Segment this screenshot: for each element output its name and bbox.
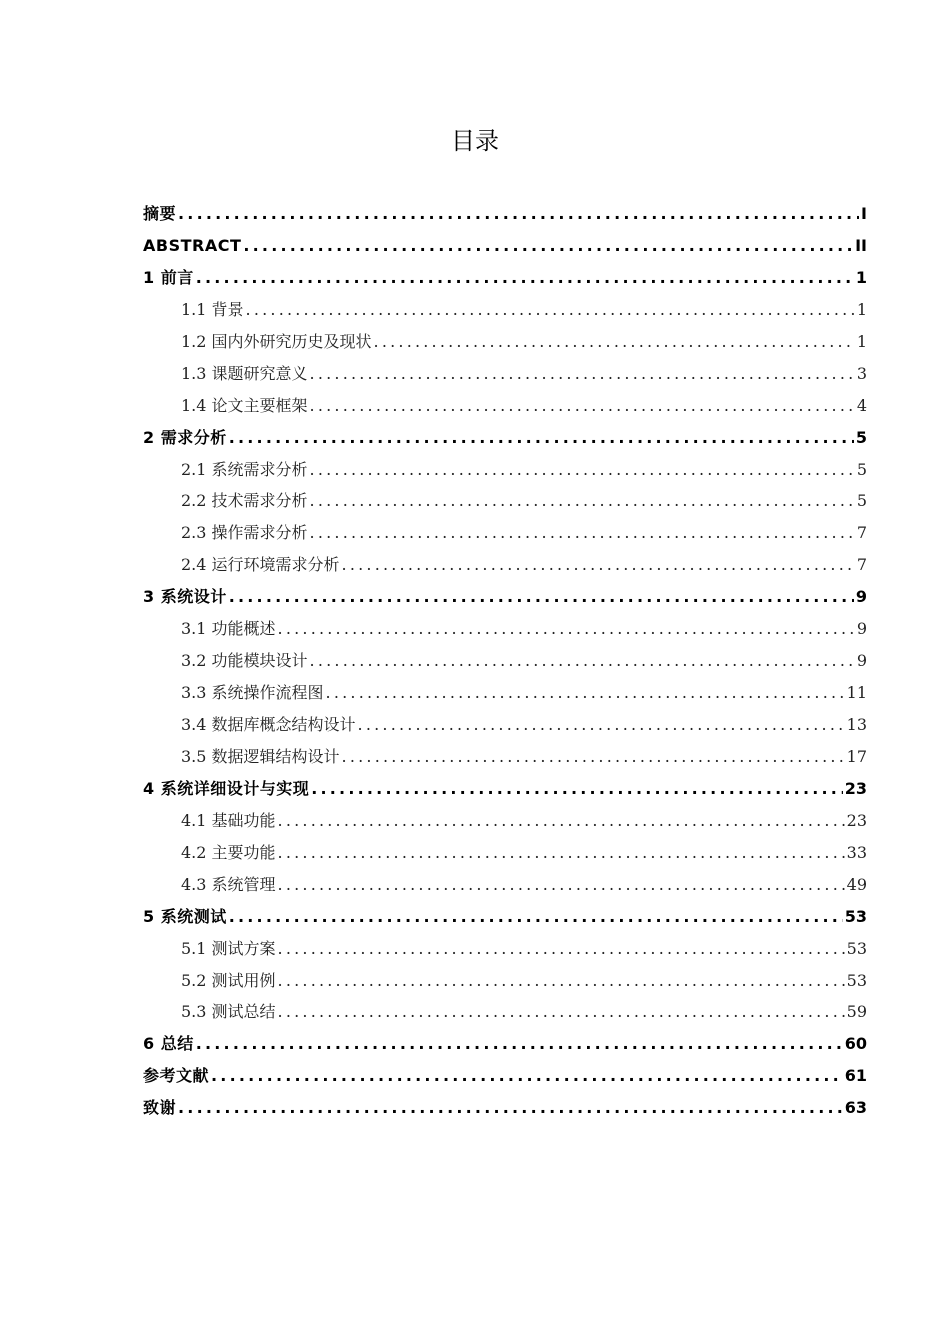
toc-entry-title: 1 前言 xyxy=(143,267,194,287)
toc-section-entry[interactable] xyxy=(143,645,867,677)
toc-page-number: 13 xyxy=(846,715,867,734)
toc-page-number: 5 xyxy=(855,427,867,447)
toc-dot-leader xyxy=(311,773,843,805)
toc-section-entry[interactable] xyxy=(143,933,867,965)
toc-entry-title: 2.2 技术需求分析 xyxy=(181,491,308,511)
toc-entry-title: 2 需求分析 xyxy=(143,427,227,447)
toc-entry-title: 1.2 国内外研究历史及现状 xyxy=(181,331,372,351)
toc-page-number: II xyxy=(855,235,867,255)
toc-dot-leader xyxy=(310,485,855,517)
toc-section-entry[interactable] xyxy=(143,741,867,773)
toc-entry-title: 1.3 课题研究意义 xyxy=(181,363,308,383)
toc-page-number: 7 xyxy=(856,523,867,543)
toc-entry-title: 1.1 背景 xyxy=(181,299,244,319)
toc-entry-title: 4.1 基础功能 xyxy=(181,810,276,830)
toc-dot-leader xyxy=(178,1092,843,1124)
toc-entry-title: ABSTRACT xyxy=(143,235,242,255)
toc-dot-leader xyxy=(374,326,855,358)
toc-page-number: 59 xyxy=(846,1002,867,1022)
toc-page-number: 63 xyxy=(844,1098,867,1118)
toc-chapter-entry[interactable] xyxy=(143,901,867,933)
toc-page-number: 9 xyxy=(856,651,867,671)
toc-entry-title: 致谢 xyxy=(143,1098,177,1118)
toc-dot-leader xyxy=(278,996,845,1028)
toc-entry-title: 摘要 xyxy=(143,204,177,223)
toc-section-entry[interactable] xyxy=(143,869,867,901)
toc-dot-leader xyxy=(246,294,855,326)
toc-page-number: 11 xyxy=(846,683,867,703)
toc-page-number: 7 xyxy=(856,555,867,575)
toc-dot-leader xyxy=(196,262,854,294)
toc-chapter-entry[interactable] xyxy=(143,1060,867,1092)
toc-dot-leader xyxy=(211,1060,843,1092)
toc-section-entry[interactable] xyxy=(143,965,867,997)
toc-section-entry[interactable] xyxy=(143,485,867,517)
toc-page-number: 5 xyxy=(856,459,867,479)
toc-page-number: 53 xyxy=(846,938,867,958)
toc-dot-leader xyxy=(196,1028,843,1060)
toc-page-number: 4 xyxy=(856,395,867,415)
toc-entry-title: 2.4 运行环境需求分析 xyxy=(181,555,340,575)
toc-page-number: 60 xyxy=(844,1034,867,1054)
toc-dot-leader xyxy=(310,645,855,677)
toc-page-number: 23 xyxy=(844,778,867,798)
page-title: 目录 xyxy=(451,127,499,155)
toc-page-number: 49 xyxy=(846,874,867,894)
toc-dot-leader xyxy=(278,869,845,901)
toc-entry-title: 5 系统测试 xyxy=(143,906,227,926)
toc-section-entry[interactable] xyxy=(143,549,867,581)
toc-entry-title: 3.5 数据逻辑结构设计 xyxy=(181,746,340,766)
toc-chapter-entry[interactable] xyxy=(143,773,867,805)
toc-chapter-entry[interactable] xyxy=(143,198,867,230)
toc-section-entry[interactable] xyxy=(143,390,867,422)
toc-page-number: 9 xyxy=(855,587,867,607)
toc-entry-title: 3.1 功能概述 xyxy=(181,619,276,639)
toc-dot-leader xyxy=(278,805,845,837)
toc-chapter-entry[interactable] xyxy=(143,230,867,262)
toc-entry-title: 1.4 论文主要框架 xyxy=(181,395,308,415)
toc-dot-leader xyxy=(229,901,843,933)
toc-dot-leader xyxy=(326,677,845,709)
toc-section-entry[interactable] xyxy=(143,358,867,390)
toc-entry-title: 3 系统设计 xyxy=(143,587,227,607)
toc-section-entry[interactable] xyxy=(143,326,867,358)
toc-entry-title: 4 系统详细设计与实现 xyxy=(143,778,310,798)
toc-dot-leader xyxy=(278,965,845,997)
toc-dot-leader xyxy=(229,581,854,613)
toc-page-number: 53 xyxy=(846,970,867,990)
toc-entry-title: 3.2 功能模块设计 xyxy=(181,651,308,671)
toc-page-number: 9 xyxy=(856,619,867,639)
toc-section-entry[interactable] xyxy=(143,677,867,709)
toc-entry-title: 4.2 主要功能 xyxy=(181,842,276,862)
toc-dot-leader xyxy=(310,390,855,422)
toc-chapter-entry[interactable] xyxy=(143,422,867,454)
toc-chapter-entry[interactable] xyxy=(143,581,867,613)
toc-page-number: 1 xyxy=(855,267,867,287)
toc-dot-leader xyxy=(310,517,855,549)
table-of-contents xyxy=(143,198,867,1124)
toc-page-number: 23 xyxy=(846,810,867,830)
toc-entry-title: 3.4 数据库概念结构设计 xyxy=(181,715,356,734)
toc-section-entry[interactable] xyxy=(143,837,867,869)
toc-dot-leader xyxy=(243,230,853,262)
toc-dot-leader xyxy=(229,422,854,454)
toc-page-number: 33 xyxy=(846,842,867,862)
toc-entry-title: 5.3 测试总结 xyxy=(181,1002,276,1022)
toc-page-number: 61 xyxy=(844,1066,867,1086)
toc-entry-title: 2.3 操作需求分析 xyxy=(181,523,308,543)
toc-page-number: I xyxy=(861,204,867,223)
toc-page-number: 53 xyxy=(844,906,867,926)
toc-dot-leader xyxy=(310,454,855,486)
toc-section-entry[interactable] xyxy=(143,454,867,486)
toc-entry-title: 4.3 系统管理 xyxy=(181,874,276,894)
toc-page-number: 1 xyxy=(856,331,867,351)
toc-dot-leader xyxy=(358,709,845,741)
toc-dot-leader xyxy=(278,613,855,645)
toc-chapter-entry[interactable] xyxy=(143,262,867,294)
toc-chapter-entry[interactable] xyxy=(143,1028,867,1060)
toc-page-number: 1 xyxy=(856,299,867,319)
toc-dot-leader xyxy=(178,198,859,230)
toc-entry-title: 3.3 系统操作流程图 xyxy=(181,683,324,703)
toc-entry-title: 5.1 测试方案 xyxy=(181,938,276,958)
toc-entry-title: 6 总结 xyxy=(143,1034,194,1054)
toc-dot-leader xyxy=(342,549,855,581)
toc-section-entry[interactable] xyxy=(143,613,867,645)
toc-section-entry[interactable] xyxy=(143,996,867,1028)
toc-section-entry[interactable] xyxy=(143,805,867,837)
toc-dot-leader xyxy=(278,837,845,869)
toc-page-number: 17 xyxy=(846,746,867,766)
toc-section-entry[interactable] xyxy=(143,517,867,549)
toc-section-entry[interactable] xyxy=(143,709,867,741)
toc-entry-title: 2.1 系统需求分析 xyxy=(181,459,308,479)
toc-page-number: 3 xyxy=(856,363,867,383)
toc-page-number: 5 xyxy=(856,491,867,511)
toc-dot-leader xyxy=(278,933,845,965)
toc-chapter-entry[interactable] xyxy=(143,1092,867,1124)
toc-dot-leader xyxy=(342,741,845,773)
toc-dot-leader xyxy=(310,358,855,390)
toc-entry-title: 5.2 测试用例 xyxy=(181,970,276,990)
toc-section-entry[interactable] xyxy=(143,294,867,326)
toc-entry-title: 参考文献 xyxy=(143,1066,210,1086)
